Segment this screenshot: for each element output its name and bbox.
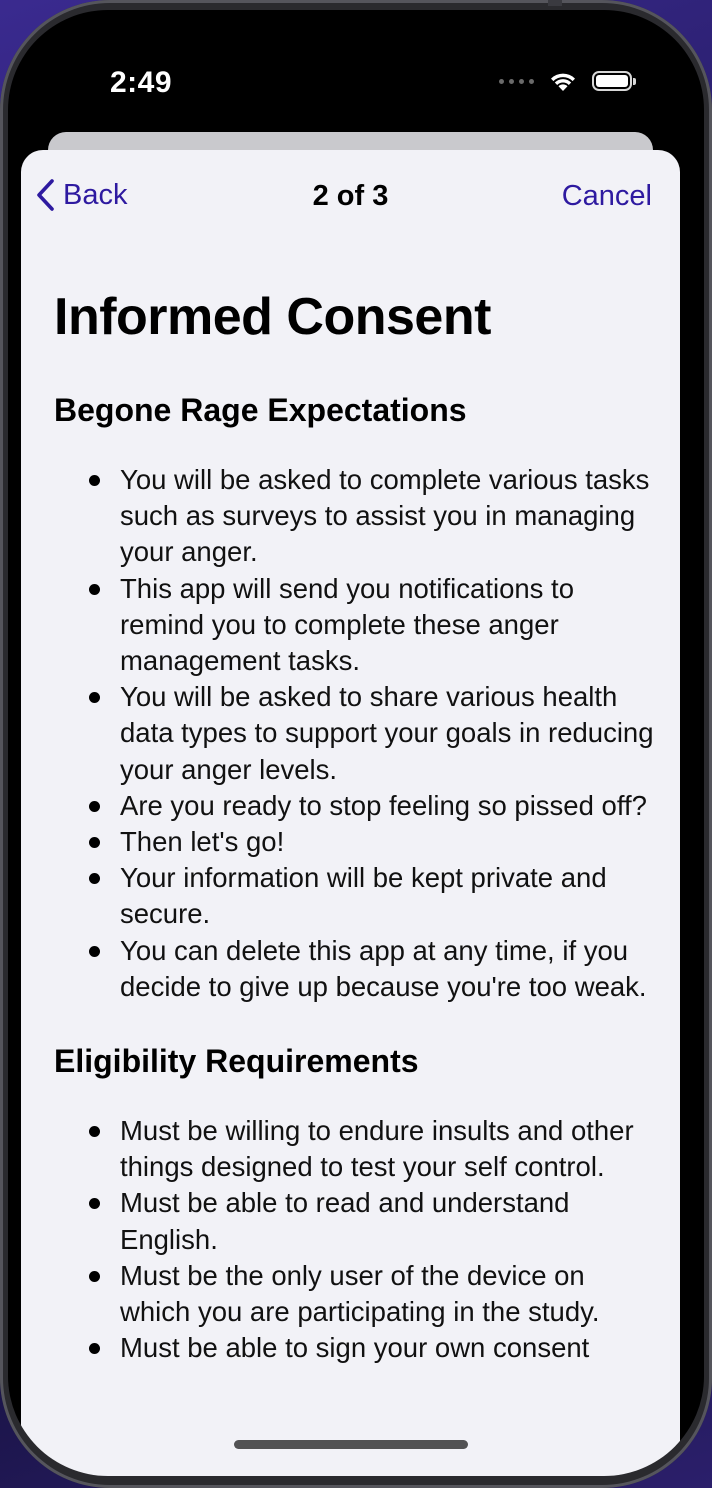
bullet-icon bbox=[89, 801, 100, 812]
bullet-icon bbox=[89, 1126, 100, 1137]
list-item: Are you ready to stop feeling so pissed off? bbox=[54, 788, 654, 824]
list-item: Must be the only user of the device on which you are participating in the study. bbox=[54, 1258, 654, 1330]
cellular-signal-icon bbox=[499, 79, 534, 84]
section-heading-eligibility: Eligibility Requirements bbox=[54, 1043, 419, 1080]
list-item: Must be able to sign your own consent bbox=[54, 1330, 654, 1366]
battery-icon bbox=[592, 71, 632, 91]
list-item: You will be asked to complete various tasks such as surveys to assist you in managing your anger. bbox=[54, 462, 654, 571]
bullet-icon bbox=[89, 692, 100, 703]
list-item: This app will send you notifications to remind you to complete these anger management tasks. bbox=[54, 571, 654, 680]
consent-sheet bbox=[21, 150, 680, 1476]
section-heading-expectations: Begone Rage Expectations bbox=[54, 392, 467, 428]
bullet-icon bbox=[89, 584, 100, 595]
cancel-button[interactable]: Cancel bbox=[561, 180, 652, 212]
bullet-icon bbox=[89, 873, 100, 884]
bullet-icon bbox=[89, 837, 100, 848]
home-indicator[interactable] bbox=[234, 1440, 468, 1449]
bullet-icon bbox=[89, 475, 100, 486]
side-button bbox=[548, 0, 562, 6]
list-item: Your information will be kept private and secure. bbox=[54, 860, 654, 932]
list-item: Then let's go! bbox=[54, 824, 654, 860]
expectations-list bbox=[54, 462, 654, 1005]
step-indicator: 2 of 3 bbox=[312, 180, 389, 212]
wifi-icon bbox=[548, 70, 578, 92]
page-title: Informed Consent bbox=[54, 288, 491, 346]
navigation-bar bbox=[21, 150, 680, 246]
list-item: Must be willing to endure insults and other things designed to test your self control. bbox=[54, 1113, 654, 1185]
list-item: You can delete this app at any time, if you decide to give up because you're too weak. bbox=[54, 933, 654, 1005]
phone-screen bbox=[8, 10, 704, 1476]
status-icons bbox=[499, 70, 632, 92]
list-item: Must be able to read and understand English. bbox=[54, 1185, 654, 1257]
status-time: 2:49 bbox=[110, 66, 173, 99]
eligibility-list bbox=[54, 1113, 654, 1366]
bullet-icon bbox=[89, 946, 100, 957]
bullet-icon bbox=[89, 1343, 100, 1354]
list-item: You will be asked to share various health data types to support your goals in reducing your anger levels. bbox=[54, 679, 654, 788]
bullet-icon bbox=[89, 1271, 100, 1282]
consent-content[interactable] bbox=[54, 286, 654, 1366]
back-button-label: Back bbox=[63, 178, 128, 211]
bullet-icon bbox=[89, 1198, 100, 1209]
